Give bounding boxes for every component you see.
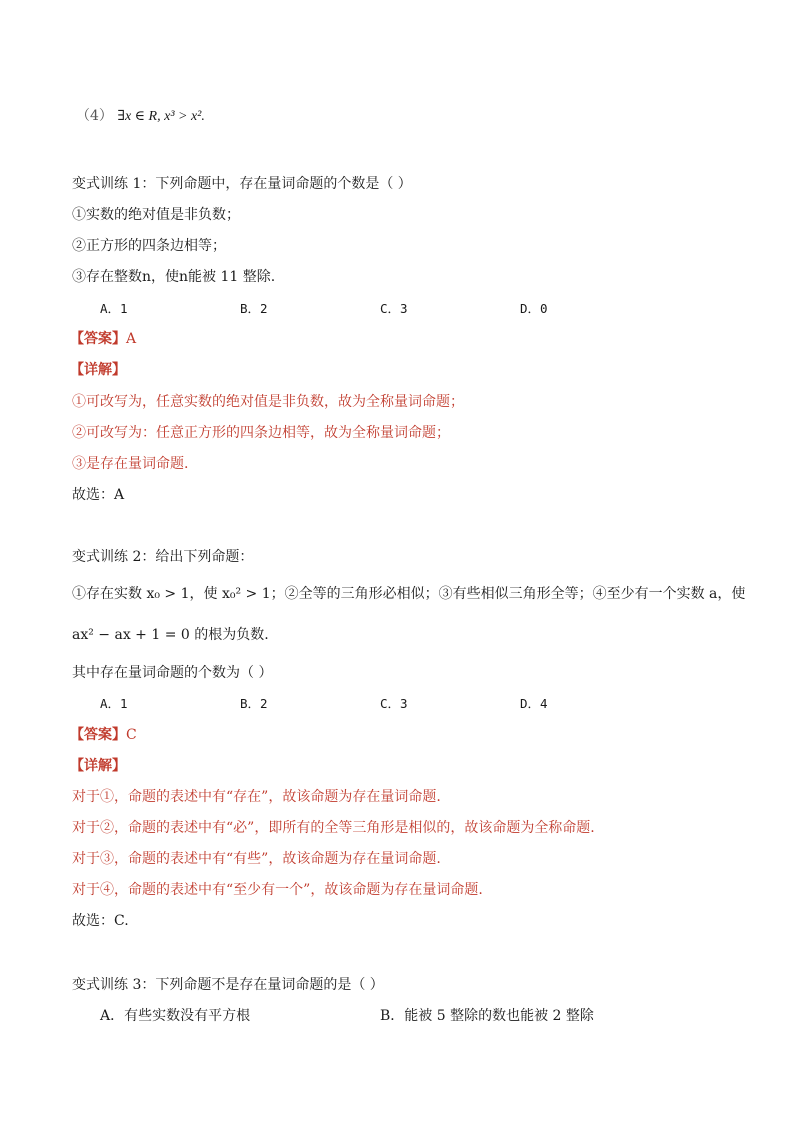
v1-option-b: B．2 [240,301,268,316]
v1-title: 变式训练 1：下列命题中，存在量词命题的个数是（ ） [72,176,412,192]
v2-option-a: A．1 [100,696,128,711]
v3-options [100,1007,660,1025]
v1-item-3: ③存在整数n，使n能被 11 整除. [72,269,276,285]
v2-title: 变式训练 2：给出下列命题： [72,549,254,565]
v2-answer-value: C [126,727,137,743]
v2-question: 其中存在量词命题的个数为（ ） [72,665,273,681]
v2-line-1: ①存在实数 x₀ > 1，使 x₀² > 1；②全等的三角形必相似；③有些相似三角形全等；④至少有一个实数 a，使 [72,586,746,602]
v1-detail-label: 【详解】 [70,362,126,378]
v2-detail-4: 对于④，命题的表述中有“至少有一个”，故该命题为存在量词命题. [72,882,483,898]
v2-option-b: B．2 [240,696,268,711]
v2-detail-label: 【详解】 [70,758,126,774]
v3-option-a: A．有些实数没有平方根 [100,1008,251,1024]
v2-answer [70,726,137,744]
v2-choose: 故选：C. [72,913,129,929]
v1-item-1: ①实数的绝对值是非负数； [72,207,240,223]
v2-option-c: C．3 [380,696,408,711]
item-4-formula: ∃x ∈ R, x³ > x². [117,109,205,124]
v1-detail-3: ③是存在量词命题. [72,456,189,472]
v1-option-a: A．1 [100,301,128,316]
item-4-number: （4） [76,108,113,124]
v1-item-2: ②正方形的四条边相等； [72,238,226,254]
item-4 [76,107,205,126]
v3-title: 变式训练 3：下列命题不是存在量词命题的是（ ） [72,977,384,993]
v2-line-2: ax² − ax + 1 = 0 的根为负数. [72,627,269,643]
v1-detail-1: ①可改写为，任意实数的绝对值是非负数，故为全称量词命题； [72,394,464,410]
v3-option-b: B．能被 5 整除的数也能被 2 整除 [380,1008,594,1024]
v2-detail-1: 对于①，命题的表述中有“存在”，故该命题为存在量词命题. [72,789,441,805]
v1-answer-label: 【答案】 [70,331,126,347]
v2-answer-label: 【答案】 [70,727,126,743]
v1-options [100,300,660,319]
v1-choose: 故选：A [72,487,125,503]
v2-options [100,695,660,714]
v2-detail-3: 对于③，命题的表述中有“有些”，故该命题为存在量词命题. [72,851,441,867]
v1-answer [70,330,136,348]
v2-option-d: D．4 [520,696,548,711]
v2-detail-2: 对于②，命题的表述中有“必”，即所有的全等三角形是相似的，故该命题为全称命题. [72,820,595,836]
v1-option-d: D．0 [520,301,548,316]
v1-option-c: C．3 [380,301,408,316]
v1-answer-value: A [126,331,137,347]
v1-detail-2: ②可改写为：任意正方形的四条边相等，故为全称量词命题； [72,425,450,441]
